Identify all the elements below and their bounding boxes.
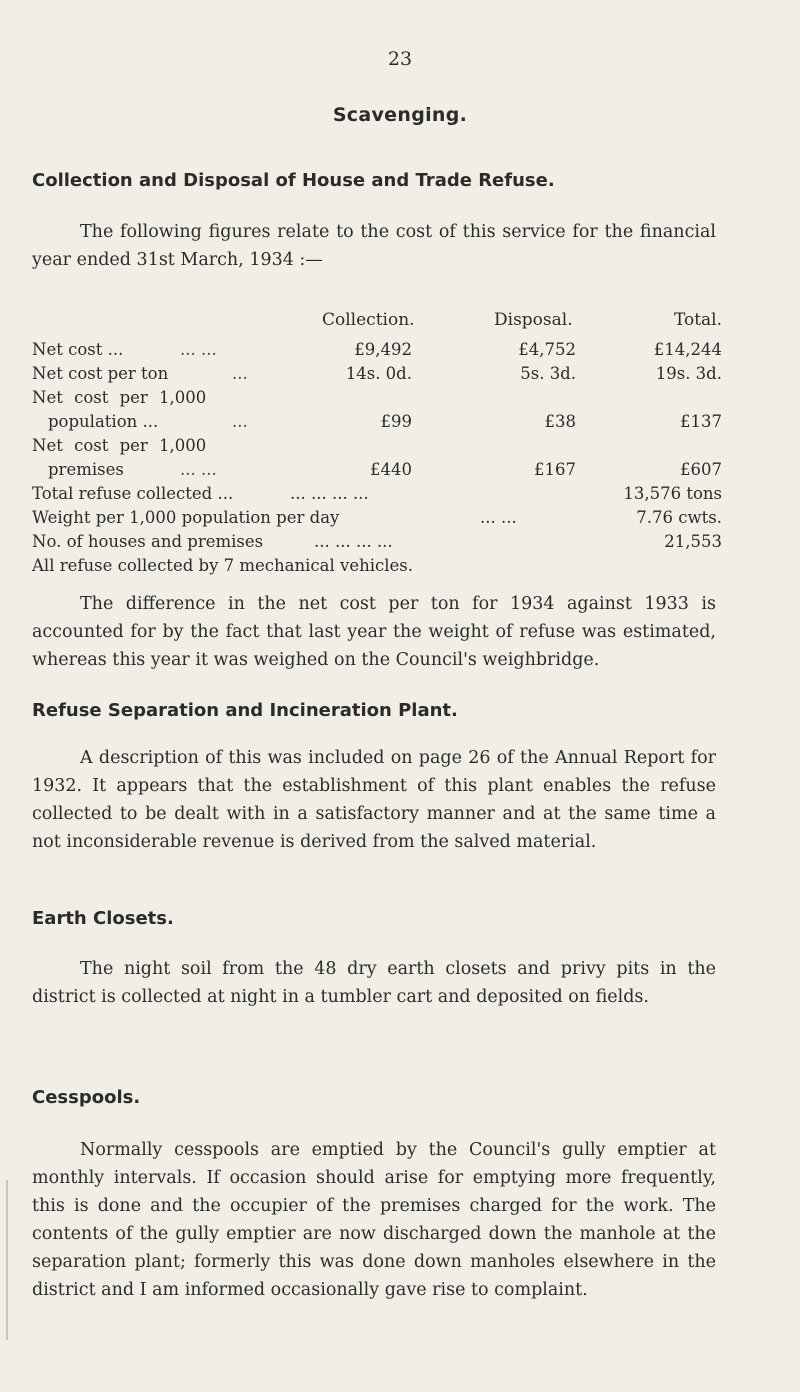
collection-value: £440: [370, 460, 412, 479]
disposal-value: £4,752: [518, 340, 576, 359]
column-header-total: Total.: [673, 310, 722, 330]
cesspools-paragraph: Normally cesspools are emptied by the Council's gully emptier at monthly intervals. If occasion should arise for emptying more frequently, this is done and the occupier of the premises charged for the work. The contents of the gully emptier are now discharged down the manhole at the separation plant; formerly this was done down manholes elsewhere in the district and I am informed occasionally gave rise to complaint.: [32, 1140, 716, 1300]
table-row: [32, 388, 722, 414]
summary-label: No. of houses and premises: [32, 532, 264, 551]
disposal-value: 5s. 3d.: [520, 364, 576, 383]
column-header-collection: Collection.: [322, 310, 415, 330]
incineration-paragraph: A description of this was included on page 26 of the Annual Report for 1932. It appears that the establishment of this plant enables the refuse collected to be dealt with in a satisfactory manner and at the same time a not inconsiderable revenue is derived from the salved material.: [32, 748, 716, 852]
leader-dots: ... ... ... ...: [290, 484, 369, 503]
vehicles-note: [32, 556, 722, 582]
table-row: [32, 460, 722, 486]
table-row: [32, 340, 722, 366]
summary-value: 7.76 cwts.: [636, 508, 722, 527]
row-label: Net cost ...: [32, 340, 124, 359]
leader-dots: ... ... ... ...: [314, 532, 393, 551]
total-value: £137: [680, 412, 722, 431]
cost-difference-paragraph: The difference in the net cost per ton for 1934 against 1933 is accounted for by the fact that last year the weight of refuse was estimated, whereas this year it was weighed on the Council's weighbridge.: [32, 594, 716, 670]
section-heading-incineration: Refuse Separation and Incineration Plant.: [32, 700, 458, 721]
row-label: Net cost per ton: [32, 364, 169, 383]
column-header-disposal: Disposal.: [494, 310, 573, 330]
summary-row: [32, 508, 722, 534]
row-label-continued: population ...: [48, 412, 159, 431]
collection-value: £9,492: [354, 340, 412, 359]
page-number: 23: [387, 48, 413, 70]
disposal-value: £167: [534, 460, 576, 479]
total-value: £14,244: [653, 340, 722, 359]
vehicles-text: All refuse collected by 7 mechanical vehicles.: [32, 556, 413, 575]
row-label: Net cost per 1,000: [32, 436, 207, 455]
leader-dots: ...: [232, 412, 248, 431]
earth-closets-paragraph: The night soil from the 48 dry earth closets and privy pits in the district is collected at night in a tumbler cart and deposited on fields.: [32, 959, 716, 1007]
section-heading-refuse: Collection and Disposal of House and Trade Refuse.: [32, 170, 555, 191]
summary-value: 21,553: [664, 532, 722, 551]
collection-value: £99: [380, 412, 412, 431]
intro-paragraph: The following figures relate to the cost of this service for the financial year ended 31st March, 1934 :—: [32, 222, 716, 270]
page-title: Scavenging.: [332, 104, 468, 126]
collection-value: 14s. 0d.: [345, 364, 412, 383]
row-label: Net cost per 1,000: [32, 388, 207, 407]
summary-row: [32, 532, 722, 558]
page-edge-shadow: [6, 1180, 8, 1340]
total-value: £607: [680, 460, 722, 479]
total-value: 19s. 3d.: [655, 364, 722, 383]
section-heading-earth-closets: Earth Closets.: [32, 908, 174, 929]
table-row: [32, 364, 722, 390]
section-heading-cesspools: Cesspools.: [32, 1087, 141, 1108]
table-row: [32, 436, 722, 462]
leader-dots: ... ...: [180, 460, 217, 479]
summary-row: [32, 484, 722, 510]
row-label-continued: premises: [48, 460, 124, 479]
summary-value: 13,576 tons: [623, 484, 722, 503]
disposal-value: £38: [544, 412, 576, 431]
table-row: [32, 412, 722, 438]
leader-dots: ...: [232, 364, 248, 383]
summary-label: Total refuse collected ...: [32, 484, 234, 503]
leader-dots: ... ...: [180, 340, 217, 359]
leader-dots: ... ...: [480, 508, 517, 527]
summary-label: Weight per 1,000 population per day: [32, 508, 340, 527]
